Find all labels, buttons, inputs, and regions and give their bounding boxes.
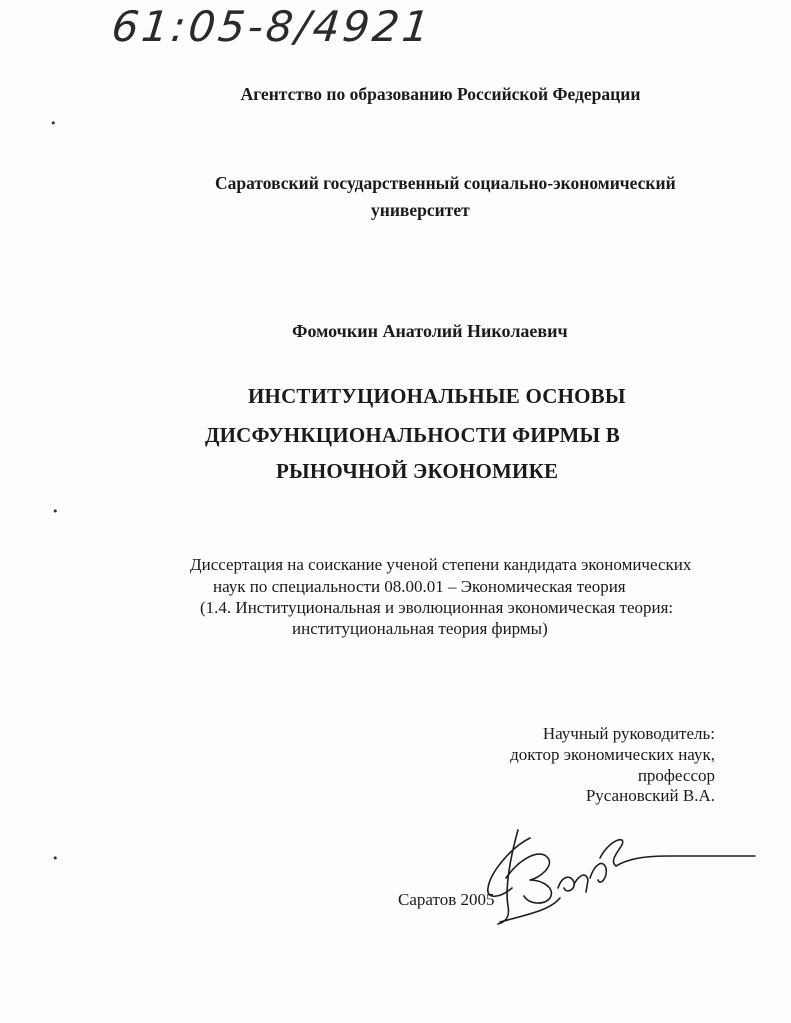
advisor-name: Русановский В.А. bbox=[585, 786, 715, 805]
agency-heading: Агентство по образованию Российской Федерации bbox=[240, 84, 641, 104]
description-line1: Диссертация на соискание ученой степени кандидата экономических bbox=[190, 555, 692, 574]
description-line4: институциональная теория фирмы) bbox=[292, 619, 548, 638]
city-year: Саратов 2005 bbox=[398, 890, 495, 909]
handwritten-signature bbox=[470, 818, 770, 928]
scan-speck: • bbox=[50, 117, 57, 130]
thesis-title-line1: ИНСТИТУЦИОНАЛЬНЫЕ ОСНОВЫ bbox=[248, 384, 626, 408]
description-line2: наук по специальности 08.00.01 – Экономическая теория bbox=[213, 577, 626, 596]
scan-speck: • bbox=[52, 852, 59, 865]
advisor-title: профессор bbox=[637, 766, 715, 785]
archive-number: 61:05-8/4921 bbox=[109, 2, 435, 51]
university-name-line2: университет bbox=[371, 200, 470, 220]
scan-speck: • bbox=[52, 505, 59, 518]
author-name: Фомочкин Анатолий Николаевич bbox=[292, 321, 568, 341]
advisor-degree: доктор экономических наук, bbox=[510, 745, 715, 764]
thesis-title-line2: ДИСФУНКЦИОНАЛЬНОСТИ ФИРМЫ В bbox=[205, 423, 620, 447]
advisor-label: Научный руководитель: bbox=[542, 724, 715, 743]
university-name-line1: Саратовский государственный социально-экономический bbox=[215, 173, 676, 193]
thesis-title-line3: РЫНОЧНОЙ ЭКОНОМИКЕ bbox=[276, 459, 559, 483]
description-line3: (1.4. Институциональная и эволюционная экономическая теория: bbox=[200, 598, 674, 617]
